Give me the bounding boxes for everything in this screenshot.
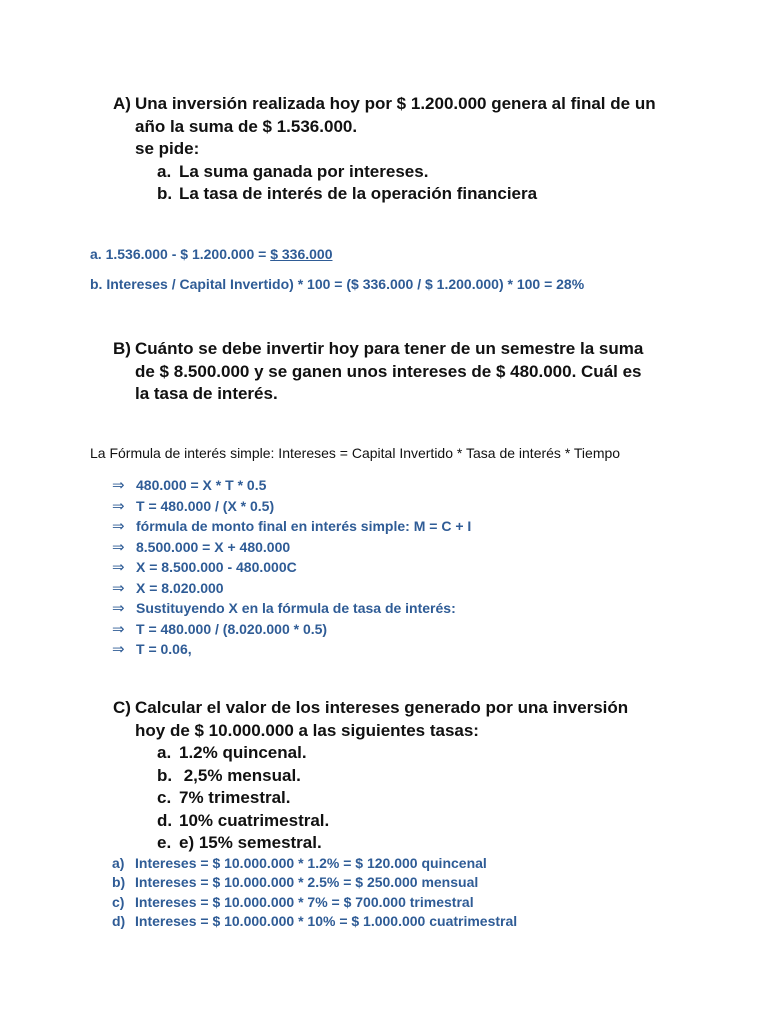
- answer-text: Intereses = $ 10.000.000 * 7% = $ 700.000 trimestral: [135, 893, 474, 910]
- question-c-item: [157, 742, 628, 765]
- arrow-icon: ⇒: [112, 559, 125, 577]
- question-b-text: Cuánto se debe invertir hoy para tener de un semestre la suma de $ 8.500.000 y se ganen unos intereses de $ 480.000. Cuál es la tasa de interés.: [135, 339, 644, 403]
- arrow-icon: ⇒: [112, 600, 125, 618]
- step-text: T = 480.000 / (X * 0.5): [136, 497, 275, 514]
- item-label: b.: [157, 184, 173, 203]
- question-c-item: [157, 765, 628, 788]
- step-row: [112, 537, 471, 558]
- answer-label: d): [112, 913, 126, 930]
- step-row: [112, 578, 471, 599]
- item-text: 7% trimestral.: [179, 788, 291, 807]
- answer-text: Intereses = $ 10.000.000 * 1.2% = $ 120.000 quincenal: [135, 854, 487, 871]
- step-text: Sustituyendo X en la fórmula de tasa de interés:: [136, 600, 456, 617]
- answer-label: b): [112, 874, 126, 891]
- answer-a-line-a: [90, 246, 333, 262]
- item-text: 2,5% mensual.: [179, 765, 301, 785]
- step-text: X = 8.020.000: [136, 579, 224, 596]
- question-c-text: Calcular el valor de los intereses generado por una inversión hoy de $ 10.000.000 a las siguientes tasas:: [135, 698, 629, 740]
- step-text: T = 0.06,: [136, 641, 192, 658]
- formula-line: La Fórmula de interés simple: Intereses = Capital Invertido * Tasa de interés * Tiempo: [90, 445, 621, 461]
- answers-c: [112, 853, 517, 931]
- answer-text: Intereses = $ 10.000.000 * 10% = $ 1.000.000 cuatrimestral: [135, 913, 518, 930]
- answer-a-result: $ 336.000: [270, 246, 333, 262]
- question-a-item: [157, 161, 656, 184]
- item-label: c.: [157, 788, 172, 807]
- question-c-item: [157, 832, 628, 855]
- arrow-icon: ⇒: [112, 477, 125, 495]
- question-c-letter: C): [113, 698, 131, 717]
- arrow-icon: ⇒: [112, 620, 125, 638]
- answer-label: a): [112, 854, 125, 871]
- item-text: e) 15% semestral.: [179, 833, 322, 852]
- step-text: 8.500.000 = X + 480.000: [136, 538, 291, 555]
- step-text: T = 480.000 / (8.020.000 * 0.5): [136, 620, 328, 637]
- step-row: [112, 639, 471, 660]
- answer-c-row: [112, 892, 517, 912]
- answer-a-line-b: b. Intereses / Capital Invertido) * 100 = ($ 336.000 / $ 1.200.000) * 100 = 28%: [90, 276, 585, 292]
- question-a-items: [157, 161, 656, 206]
- arrow-icon: ⇒: [112, 579, 125, 597]
- step-row: [112, 475, 471, 496]
- step-text: 480.000 = X * T * 0.5: [136, 477, 267, 494]
- question-b: [113, 338, 643, 406]
- answer-label: c): [112, 893, 125, 910]
- question-a-letter: A): [113, 94, 131, 113]
- question-c: [113, 697, 628, 855]
- question-a-item: [157, 183, 656, 206]
- question-a-text: Una inversión realizada hoy por $ 1.200.000 genera al final de un año la suma de $ 1.536.000. se pide:: [135, 94, 656, 158]
- step-row: [112, 516, 471, 537]
- answer-c-row: [112, 873, 517, 893]
- solution-steps: [112, 475, 471, 660]
- question-a: [113, 93, 656, 206]
- item-text: La tasa de interés de la operación financiera: [179, 184, 538, 203]
- item-label: a.: [157, 161, 172, 181]
- item-label: b.: [157, 765, 173, 785]
- item-text: La suma ganada por intereses.: [179, 161, 429, 181]
- step-row: [112, 557, 471, 578]
- item-text: 10% cuatrimestral.: [179, 810, 330, 830]
- item-label: d.: [157, 810, 173, 830]
- step-row: [112, 598, 471, 619]
- item-label: e.: [157, 833, 172, 852]
- question-c-item: [157, 810, 628, 833]
- step-row: [112, 496, 471, 517]
- answer-c-row: [112, 853, 517, 873]
- answer-a-prefix: a. 1.536.000 - $ 1.200.000 =: [90, 246, 271, 262]
- step-row: [112, 619, 471, 640]
- item-text: 1.2% quincenal.: [179, 743, 307, 762]
- step-text: fórmula de monto final en interés simple: M = C + I: [136, 518, 472, 535]
- question-c-item: [157, 787, 628, 810]
- arrow-icon: ⇒: [112, 538, 125, 556]
- item-label: a.: [157, 743, 172, 762]
- answer-c-row: [112, 912, 517, 932]
- step-text: X = 8.500.000 - 480.000C: [136, 559, 297, 576]
- answer-text: Intereses = $ 10.000.000 * 2.5% = $ 250.000 mensual: [135, 874, 479, 891]
- arrow-icon: ⇒: [112, 497, 125, 515]
- question-c-items: [157, 742, 628, 855]
- arrow-icon: ⇒: [112, 518, 125, 536]
- arrow-icon: ⇒: [112, 641, 125, 659]
- question-b-letter: B): [113, 339, 131, 358]
